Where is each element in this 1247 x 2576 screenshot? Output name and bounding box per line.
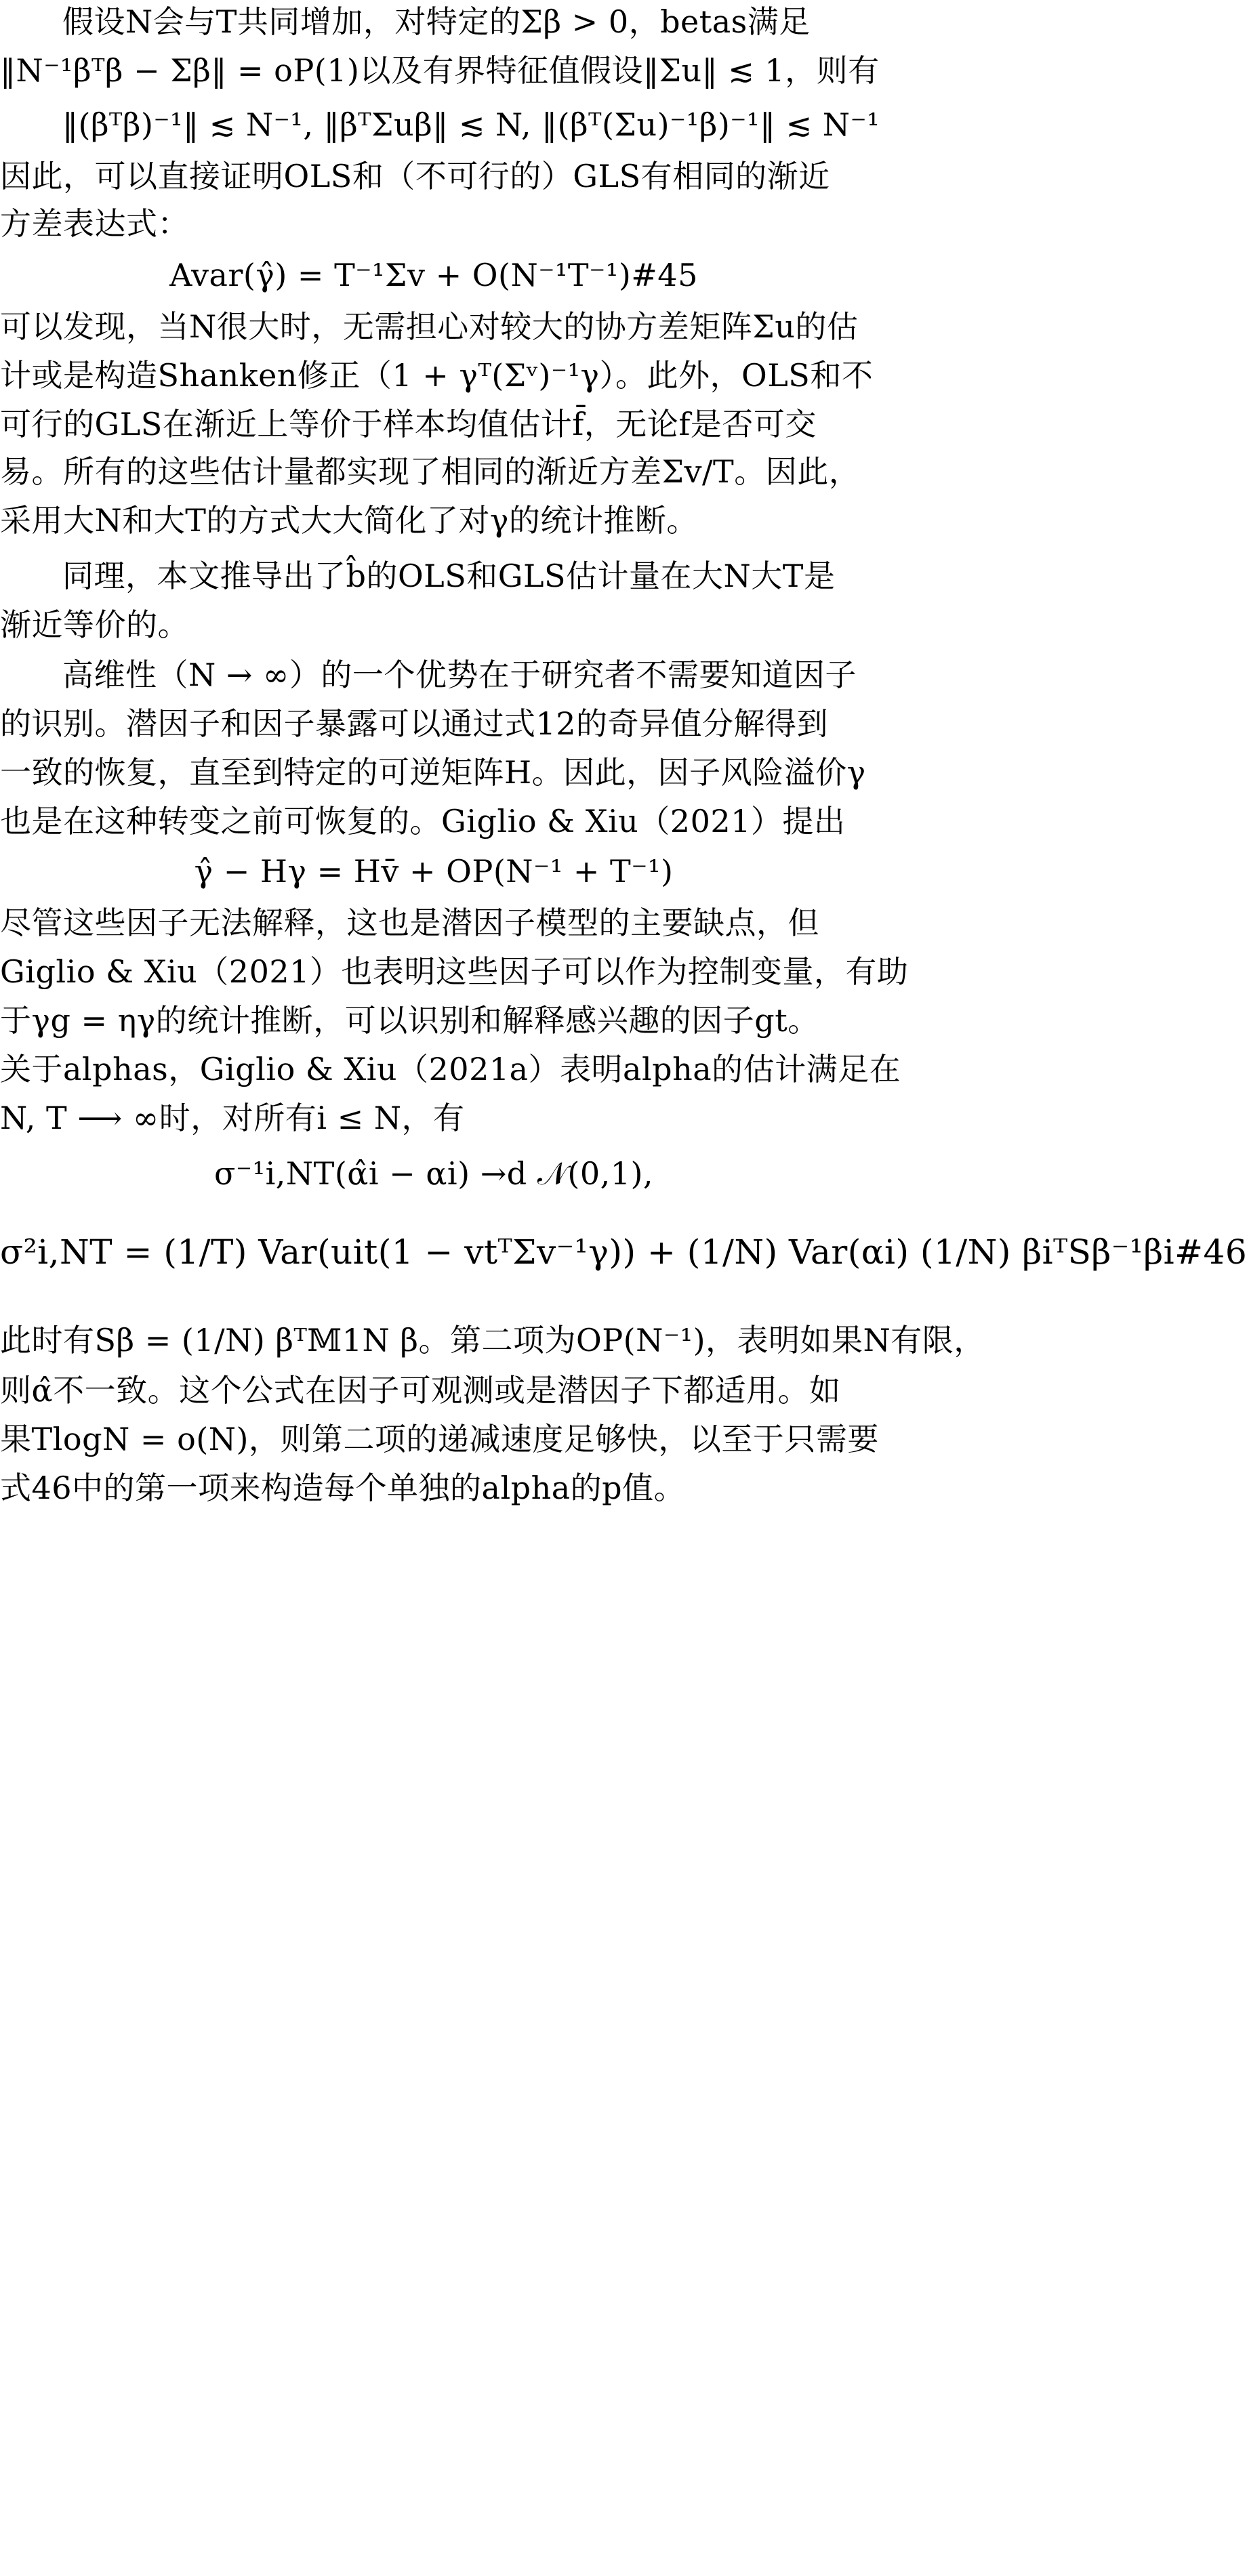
text-line: 假设N会与T共同增加，对特定的Σβ > 0，betas满足 — [62, 3, 811, 40]
text-line: N, T ⟶ ∞时，对所有i ≤ N，有 — [0, 1100, 465, 1136]
text-line: 采用大N和大T的方式大大简化了对γ的统计推断。 — [0, 502, 698, 539]
text-line: 也是在这种转变之前可恢复的。Giglio & Xiu（2021）提出 — [0, 803, 846, 839]
text-line: 一致的恢复，直至到特定的可逆矩阵H。因此，因子风险溢价γ — [0, 754, 866, 791]
text-line: 关于alphas，Giglio & Xiu（2021a）表明alpha的估计满足在 — [0, 1051, 901, 1087]
text-line: 可以发现，当N很大时，无需担心对较大的协方差矩阵Σu的估 — [0, 308, 859, 345]
text-line: 方差表达式： — [0, 205, 189, 242]
text-line: 渐近等价的。 — [0, 606, 189, 643]
text-line: 同理，本文推导出了b̂的OLS和GLS估计量在大N大T是 — [62, 558, 836, 594]
text-line: ‖N⁻¹βᵀβ − Σβ‖ = oP(1)以及有界特征值假设‖Σu‖ ≲ 1，则有 — [0, 52, 880, 89]
text-line: 此时有Sβ = (1/N) βᵀ𝕄1N β。第二项为OP(N⁻¹)，表明如果N有限， — [0, 1322, 985, 1358]
text-line: 尽管这些因子无法解释，这也是潜因子模型的主要缺点，但 — [0, 905, 819, 941]
text-line: 则α̂不一致。这个公式在因子可观测或是潜因子下都适用。如 — [0, 1372, 841, 1409]
text-line: 式46中的第一项来构造每个单独的alpha的p值。 — [0, 1470, 686, 1506]
equation-line: σ⁻¹i,NT(α̂i − αi) →d 𝒩(0,1), — [213, 1155, 654, 1192]
equation-46: σ²i,NT = (1/T) Var(uit(1 − vtᵀΣv⁻¹γ)) + (1/N) Var(αi) (1/N) βiᵀSβ⁻¹βi#46 — [0, 1232, 1247, 1272]
text-line: 果TlogN = o(N)，则第二项的递减速度足够快，以至于只需要 — [0, 1421, 879, 1457]
text-line: 易。所有的这些估计量都实现了相同的渐近方差Σv/T。因此， — [0, 453, 861, 490]
text-line: 计或是构造Shanken修正（1 + γᵀ(Σᵛ)⁻¹γ）。此外，OLS和不 — [0, 357, 874, 394]
text-line: Giglio & Xiu（2021）也表明这些因子可以作为控制变量，有助 — [0, 953, 909, 990]
text-line: 可行的GLS在渐近上等价于样本均值估计f̄，无论f是否可交 — [0, 406, 817, 442]
text-line: 的识别。潜因子和因子暴露可以通过式12的奇异值分解得到 — [0, 705, 829, 742]
equation-45: Avar(γ̂) = T⁻¹Σv + O(N⁻¹T⁻¹)#45 — [169, 257, 698, 293]
text-line: 因此，可以直接证明OLS和（不可行的）GLS有相同的渐近 — [0, 158, 830, 194]
equation-line: γ̂ − Hγ = Hv̄ + OP(N⁻¹ + T⁻¹) — [194, 853, 674, 890]
text-line: 于γg = ηγ的统计推断，可以识别和解释感兴趣的因子gt。 — [0, 1002, 819, 1039]
equation-line: ‖(βᵀβ)⁻¹‖ ≲ N⁻¹, ‖βᵀΣuβ‖ ≲ N, ‖(βᵀ(Σu)⁻¹β)⁻¹‖ ≲ N⁻¹ — [62, 106, 880, 143]
text-line: 高维性（N → ∞）的一个优势在于研究者不需要知道因子 — [62, 657, 857, 693]
